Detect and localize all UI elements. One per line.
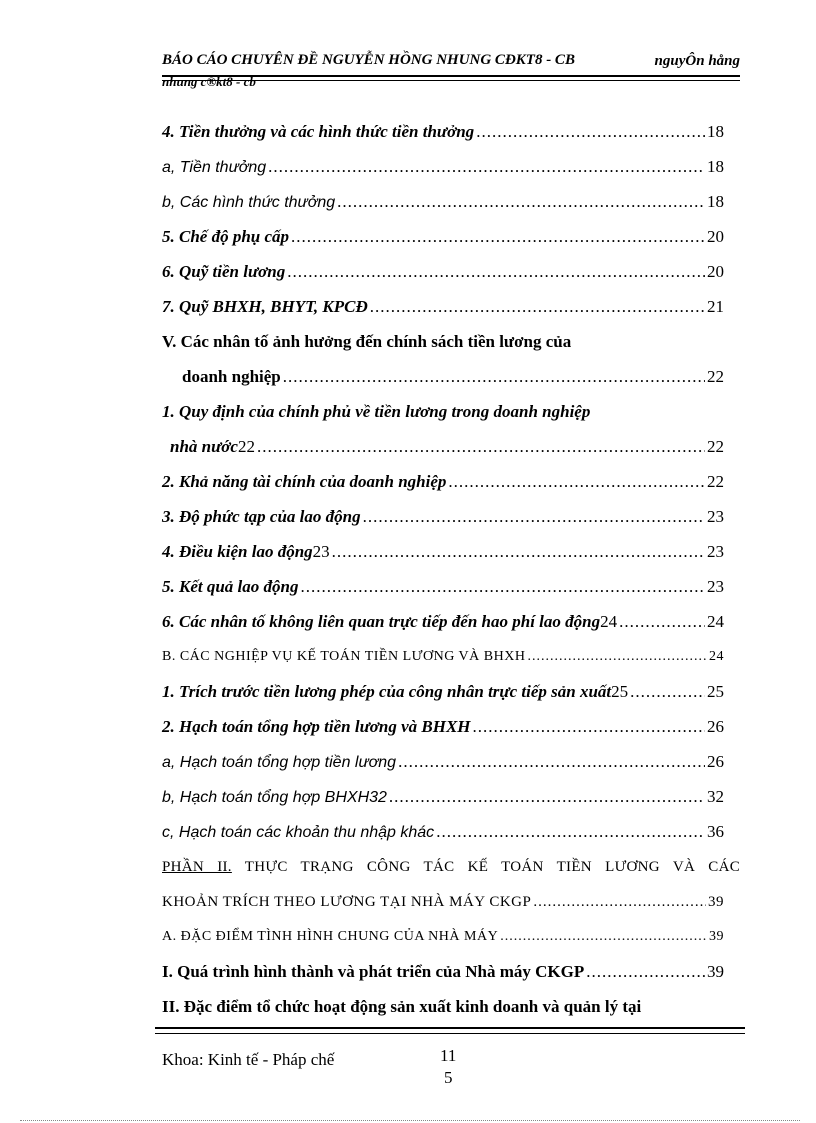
toc-heading: II. Đặc điểm tổ chức hoạt động sản xuất kinh doanh và quản lý tại [162,997,642,1016]
toc-entry: 2. Khả năng tài chính của doanh nghiệp ..... 22 [162,468,724,496]
header-title: BÁO CÁO CHUYÊN ĐỀ NGUYỄN HỒNG NHUNG CĐKT8 - CB [162,52,575,68]
toc-page-number: 32 [707,787,724,806]
footer-page-number-secondary: 5 [444,1068,453,1087]
toc-entry: 1. Trích trước tiền lương phép của công nhân trực tiếp sản xuất 25 ..... 25 [162,678,724,706]
footer-rule [155,1027,745,1034]
toc-page-number: 39 [709,929,724,944]
toc-entry: 4. Tiền thưởng và các hình thức tiền thưởng ..... 18 [162,118,724,146]
footer-page-number: 11 [440,1046,457,1065]
toc-page-number: 24 [709,649,724,664]
toc-page-number: 18 [707,157,724,176]
toc-page-number: 26 [707,717,724,736]
page-edge-divider [20,1120,800,1121]
toc-page-number: 18 [707,192,724,211]
toc-page-number: 18 [707,122,724,141]
toc-entry: b, Các hình thức thưởng ..... 18 [162,188,724,216]
toc-entry: 5. Chế độ phụ cấp ..... 20 [162,223,724,251]
toc-entry: 6. Quỹ tiền lương ..... 20 [162,258,724,286]
toc-heading: 1. Quy định của chính phủ về tiền lương trong doanh nghiệp [162,402,591,421]
toc-page-number: 23 [707,507,724,526]
toc-page-number: 22 [707,367,724,386]
toc-page-number: 24 [707,612,724,631]
toc-heading: V. Các nhân tố ảnh hưởng đến chính sách tiền lương của [162,332,572,351]
toc-entry: KHOẢN TRÍCH THEO LƯƠNG TẠI NHÀ MÁY CKGP ..... 39 [162,888,724,916]
toc-entry: nhà nước 22 ..... 22 [170,433,724,461]
toc-page-number: 39 [707,962,724,981]
footer-department: Khoa: Kinh tế - Pháp chế [162,1050,335,1069]
toc-page-number: 23 [707,577,724,596]
toc-page-number: 39 [708,894,724,910]
toc-entry: 2. Hạch toán tổng hợp tiền lương và BHXH ..... 26 [162,713,724,741]
toc-entry: 7. Quỹ BHXH, BHYT, KPCĐ ..... 21 [162,293,724,321]
part-label: PHẦN II. [162,859,232,875]
header-rule [162,75,740,81]
toc-page-number: 26 [707,752,724,771]
toc-page-number: 25 [707,682,724,701]
toc-page-number: 21 [707,297,724,316]
toc-entry: 3. Độ phức tạp của lao động ..... 23 [162,503,724,531]
toc-entry: 4. Điều kiện lao động 23 ..... 23 [162,538,724,566]
toc-page-number: 22 [707,472,724,491]
toc-entry: 5. Kết quả lao động ..... 23 [162,573,724,601]
toc-entry: a, Hạch toán tổng hợp tiền lương ..... 26 [162,748,724,776]
toc-page-number: 36 [707,822,724,841]
toc-part-heading: PHẦN II. THỰC TRẠNG CÔNG TÁC KẾ TOÁN TIỀN LƯƠNG VÀ CÁC [162,859,741,875]
toc-page-number: 20 [707,227,724,246]
toc-page-number: 22 [707,437,724,456]
toc-entry: B. CÁC NGHIỆP VỤ KẾ TOÁN TIỀN LƯƠNG VÀ BHXH ..... 24 [162,643,724,671]
toc-entry: a, Tiền thưởng ..... 18 [162,153,724,181]
toc-page-number: 20 [707,262,724,281]
page-header [162,50,740,92]
toc-entry: I. Quá trình hình thành và phát triển của Nhà máy CKGP ..... 39 [162,958,724,986]
header-author: nguyÔn hång [654,53,740,69]
toc-entry: doanh nghiệp ..... 22 [182,363,724,391]
toc-page-number: 23 [707,542,724,561]
header-subtitle: nhung c®kt8 - cb [162,74,256,89]
toc-entry: A. ĐẶC ĐIỂM TÌNH HÌNH CHUNG CỦA NHÀ MÁY ..... 39 [162,923,724,951]
toc-entry: c, Hạch toán các khoản thu nhập khác ..... 36 [162,818,724,846]
toc-entry: b, Hạch toán tổng hợp BHXH 32 ..... 32 [162,783,724,811]
toc-entry: 6. Các nhân tố không liên quan trực tiếp đến hao phí lao động 24 ..... 24 [162,608,724,636]
